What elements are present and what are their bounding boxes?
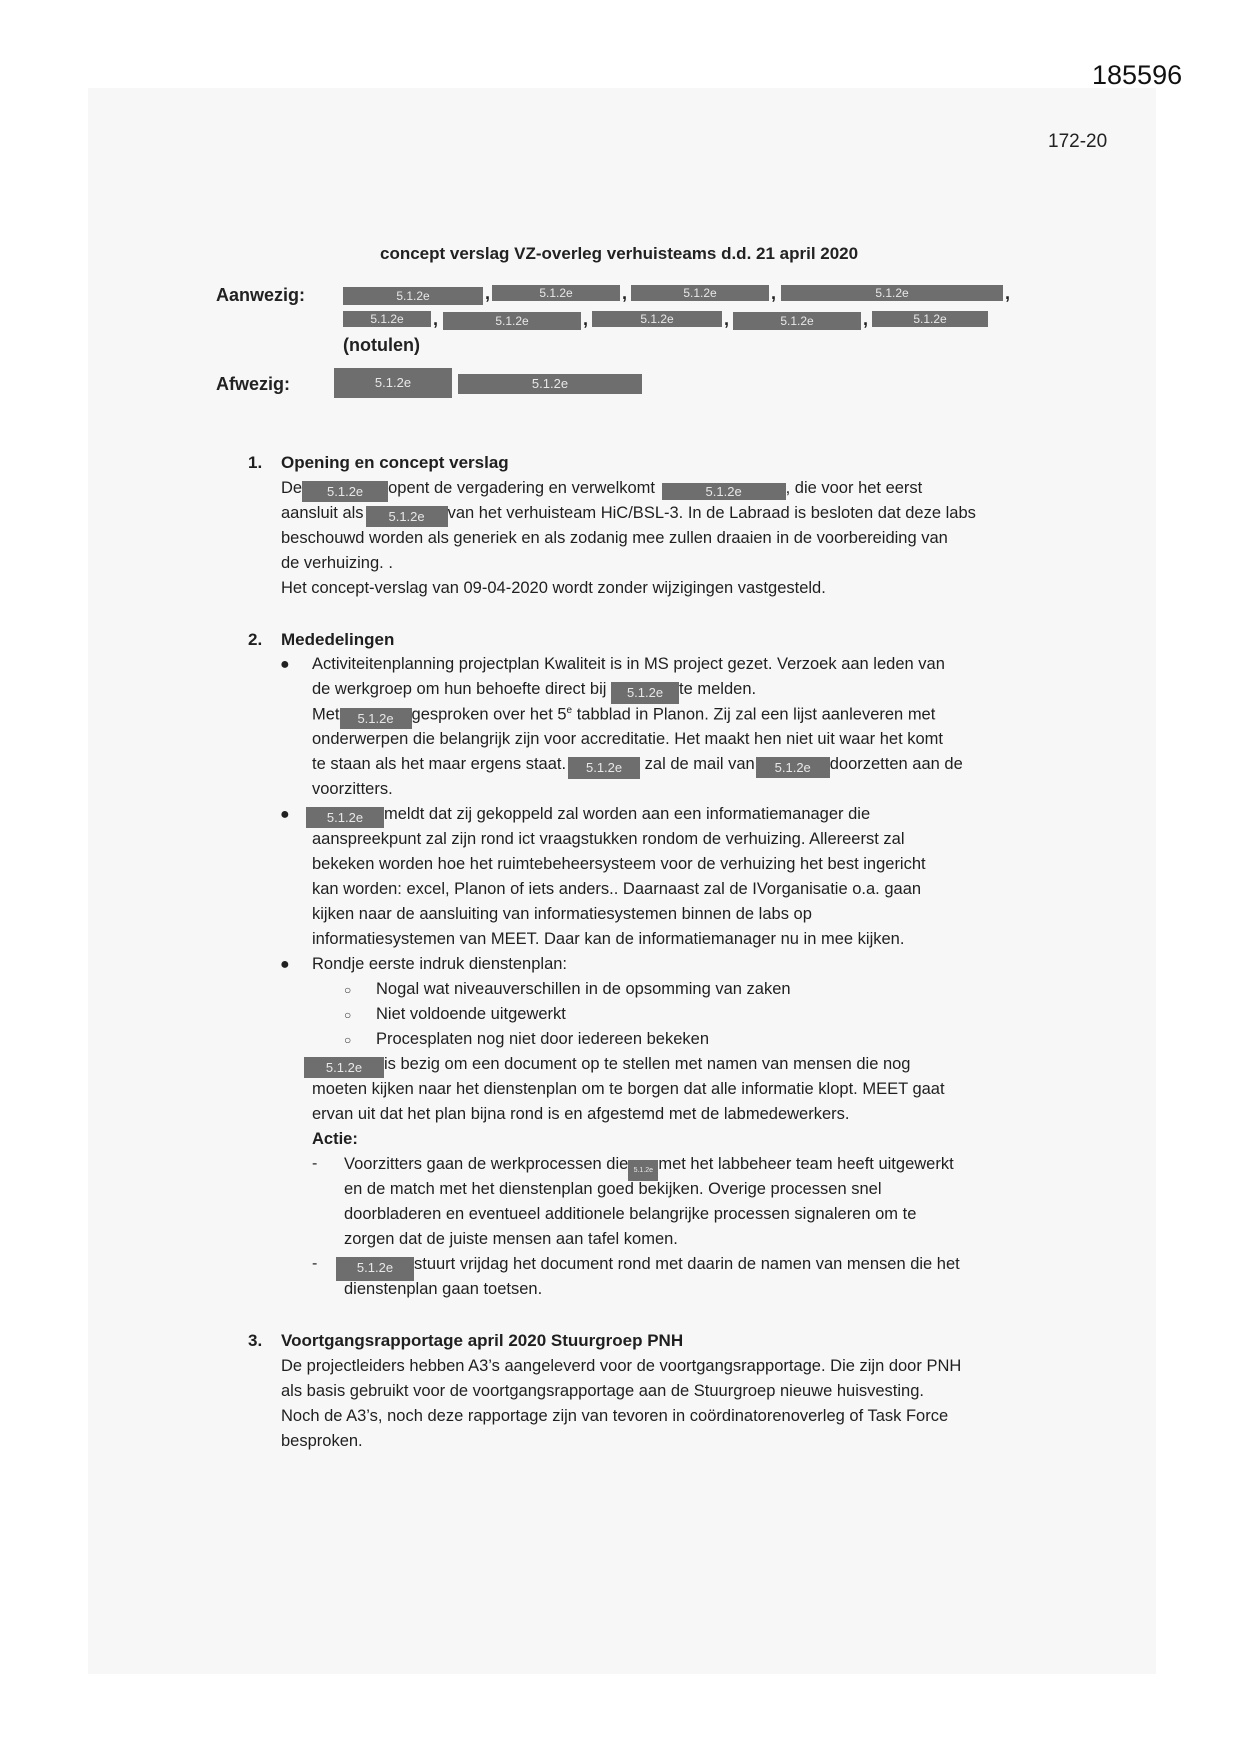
redaction: 5.1.2e <box>366 506 448 527</box>
text: aansluit als <box>281 504 364 522</box>
sub-item: Procesplaten nog niet door iedereen bekeken <box>376 1030 709 1048</box>
redaction: 5.1.2e <box>662 483 786 500</box>
text: , die voor het eerst <box>785 479 923 497</box>
present-label: Aanwezig: <box>216 285 306 305</box>
redaction: 5.1.2e <box>340 708 412 729</box>
circle-bullet-icon: ○ <box>344 1008 352 1022</box>
section-number: 2. <box>248 630 263 649</box>
paragraph-line: bekeken worden hoe het ruimtebeheersysteem voor de verhuizing het best ingericht <box>312 855 926 873</box>
paragraph-line <box>344 1155 954 1181</box>
reference-number: 172-20 <box>1048 131 1108 152</box>
comma: , <box>724 309 730 329</box>
redaction: 5.1.2e <box>304 1057 384 1078</box>
redaction: 5.1.2e <box>343 311 431 327</box>
paragraph-line: informatiesystemen van MEET. Daar kan de informatiemanager nu in mee kijken. <box>312 930 905 948</box>
absent-label: Afwezig: <box>216 374 290 394</box>
text: Voorzitters gaan de werkprocessen die <box>344 1155 629 1173</box>
paragraph-line: doorbladeren en eventueel additionele belangrijke processen signaleren om te <box>344 1205 917 1223</box>
paragraph-line <box>312 680 756 704</box>
redaction: 5.1.2e <box>781 285 1003 301</box>
section-heading: Voortgangsrapportage april 2020 Stuurgroep PNH <box>281 1331 684 1350</box>
text: te melden. <box>679 680 757 698</box>
paragraph-line: De projectleiders hebben A3’s aangeleverd voor de voortgangsrapportage. Die zijn door PNH <box>281 1357 962 1375</box>
paragraph-line: Activiteitenplanning projectplan Kwaliteit is in MS project gezet. Verzoek aan leden van <box>312 655 945 673</box>
paragraph-line <box>312 755 963 779</box>
comma: , <box>485 283 491 303</box>
notulen-note: (notulen) <box>343 335 420 355</box>
redaction: 5.1.2e <box>343 287 483 305</box>
circle-bullet-icon: ○ <box>344 983 352 997</box>
text: doorzetten aan de <box>829 755 963 773</box>
redaction: 5.1.2e <box>302 481 388 502</box>
redaction: 5.1.2e <box>631 285 769 301</box>
text: te staan als het maar ergens staat. <box>312 755 567 773</box>
paragraph-line: onderwerpen die belangrijk zijn voor accreditatie. Het maakt hen niet uit waar het komt <box>312 730 943 748</box>
superscript: e <box>566 705 573 716</box>
document-number: 185596 <box>1092 60 1183 90</box>
redaction: 5.1.2e <box>492 285 620 301</box>
comma: , <box>771 283 777 303</box>
paragraph-line: beschouwd worden als generiek en als zodanig mee zullen draaien in de voorbereiding van <box>281 529 948 547</box>
comma: , <box>583 309 589 329</box>
text: de werkgroep om hun behoefte direct bij <box>312 680 607 698</box>
dash-bullet-icon: - <box>312 1155 318 1172</box>
text: zal de mail van <box>644 755 755 773</box>
paragraph-line <box>304 1055 911 1078</box>
text: met het labbeheer team heeft uitgewerkt <box>658 1155 954 1173</box>
comma: , <box>433 309 439 329</box>
paragraph-line <box>306 805 870 828</box>
sub-item: Nogal wat niveauverschillen in de opsomming van zaken <box>376 980 791 998</box>
redaction: 5.1.2e <box>458 374 642 394</box>
redaction: 5.1.2e <box>592 311 722 327</box>
paragraph-line: als basis gebruikt voor de voortgangsrapportage aan de Stuurgroep nieuwe huisvesting. <box>281 1382 924 1400</box>
redaction: 5.1.2e <box>334 368 452 398</box>
section-heading: Mededelingen <box>281 630 395 649</box>
comma: , <box>1005 283 1011 303</box>
paragraph-line: Rondje eerste indruk dienstenplan: <box>312 955 568 973</box>
bullet-icon: ● <box>280 806 290 823</box>
text: meldt dat zij gekoppeld zal worden aan een informatiemanager die <box>384 805 871 823</box>
redaction: 5.1.2e <box>628 1160 658 1181</box>
redaction: 5.1.2e <box>872 311 988 327</box>
text: stuurt vrijdag het document rond met daarin de namen van mensen die het <box>414 1255 960 1273</box>
redaction: 5.1.2e <box>336 1257 414 1281</box>
redaction: 5.1.2e <box>611 682 679 704</box>
comma: , <box>622 283 628 303</box>
paragraph-line: ervan uit dat het plan bijna rond is en afgestemd met de labmedewerkers. <box>312 1105 850 1123</box>
paragraph-line: besproken. <box>281 1432 363 1450</box>
section-heading: Opening en concept verslag <box>281 453 509 472</box>
paragraph-line: dienstenplan gaan toetsen. <box>344 1280 543 1298</box>
paragraph-line: Het concept-verslag van 09-04-2020 wordt zonder wijzigingen vastgesteld. <box>281 579 826 597</box>
action-label: Actie: <box>312 1130 358 1148</box>
paragraph-line <box>281 504 976 527</box>
circle-bullet-icon: ○ <box>344 1033 352 1047</box>
comma: , <box>863 309 869 329</box>
paragraph-line: zorgen dat de juiste mensen aan tafel komen. <box>344 1230 678 1248</box>
sub-item: Niet voldoende uitgewerkt <box>376 1005 566 1023</box>
paragraph-line: moeten kijken naar het dienstenplan om te borgen dat alle informatie klopt. MEET gaat <box>312 1080 945 1098</box>
text: van het verhuisteam HiC/BSL-3. In de Labraad is besloten dat deze labs <box>447 504 976 522</box>
redaction: 5.1.2e <box>756 757 830 778</box>
section-number: 1. <box>248 453 263 472</box>
redaction: 5.1.2e <box>306 807 384 828</box>
paragraph-line <box>281 479 922 502</box>
bullet-icon: ● <box>280 956 290 973</box>
text: tabblad in Planon. Zij zal een lijst aanleveren met <box>572 705 936 724</box>
text: De <box>281 479 303 497</box>
paragraph-line: kan worden: excel, Planon of iets anders.. Daarnaast zal de IVorganisatie o.a. gaan <box>312 880 922 898</box>
paragraph-line: en de match met het dienstenplan goed bekijken. Overige processen snel <box>344 1180 882 1198</box>
text: is bezig om een document op te stellen met namen van mensen die nog <box>384 1055 911 1073</box>
paragraph-line: de verhuizing. . <box>281 554 393 572</box>
document-title: concept verslag VZ-overleg verhuisteams d.d. 21 april 2020 <box>380 244 859 263</box>
paragraph-line <box>336 1255 960 1281</box>
bullet-icon: ● <box>280 656 290 673</box>
redaction: 5.1.2e <box>568 757 640 779</box>
section-number: 3. <box>248 1331 263 1350</box>
redaction: 5.1.2e <box>443 312 581 330</box>
paragraph-line <box>312 705 935 729</box>
paragraph-line: kijken naar de aansluiting van informatiesystemen binnen de labs op <box>312 905 812 923</box>
text: opent de vergadering en verwelkomt <box>388 479 656 497</box>
paragraph-line: aanspreekpunt zal zijn rond ict vraagstukken rondom de verhuizing. Allereerst zal <box>312 830 905 848</box>
paragraph-line: Noch de A3’s, noch deze rapportage zijn van tevoren in coördinatorenoverleg of Task Force <box>281 1407 949 1425</box>
text: Met <box>312 705 340 724</box>
redaction: 5.1.2e <box>733 312 861 330</box>
dash-bullet-icon: - <box>312 1255 318 1272</box>
text: gesproken over het 5 <box>411 705 567 724</box>
paragraph-line: voorzitters. <box>312 780 393 798</box>
